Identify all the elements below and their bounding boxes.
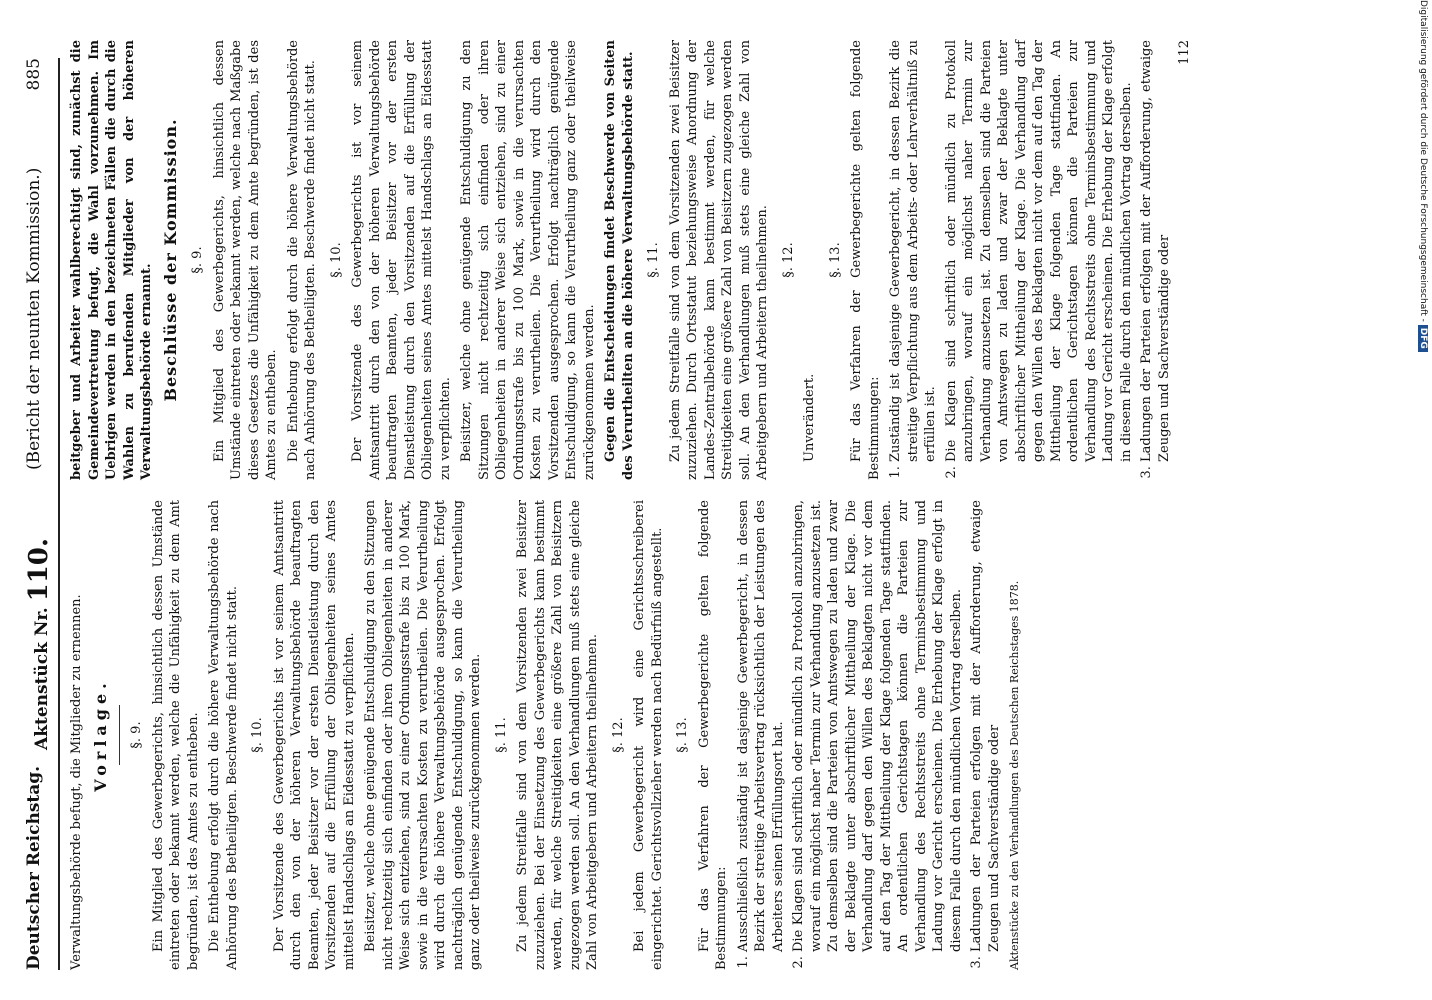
right-s10-para3: Gegen die Entscheidungen findet Beschwerde von Seiten des Verurtheilten an die höhere Verwaltungsbehörde statt. (603, 40, 636, 480)
right-s12-para1: Unverändert. (802, 373, 817, 462)
right-s10-title: §. 10. (328, 242, 344, 278)
dfg-logo: DFG (1418, 325, 1428, 352)
header-document-label: Aktenstück Nr. (32, 607, 52, 750)
right-s13-title: §. 13. (827, 242, 843, 278)
left-s10-title: §. 10. (250, 717, 265, 753)
header-number: 110. (24, 538, 54, 602)
heading-divider (119, 705, 120, 765)
left-s11-title: §. 11. (493, 717, 509, 753)
right-s10-para1: Der Vorsitzende des Gewerbegerichts ist vor seinem Amtsantritt durch den von der höheren Verwaltungsbehörde beauftragten Beamten, jeder Beisitzer vor der ersten Dienstleistung durch den Vorsitzenden auf die Erfüllung der Obliegenheiten seines Amtes mittelst Handschlags an Eidesstatt zu verpflichten. (350, 40, 453, 480)
left-s13-list (735, 500, 1004, 952)
list-item: 3. Ladungen der Parteien erfolgen mit der Aufforderung, etwaige Zeugen und Sachverständige oder (968, 500, 1003, 952)
list-item: 2. Die Klagen sind schriftlich oder mündlich zu Protokoll anzubringen, worauf ein möglichst naher Termin zur Verhandlung anzusetzen ist. Zu demselben sind die Parteien von Amtswegen zu laden und zwar der Beklagte unter abschriftlicher Mittheilung der Klage. Die Verhandlung darf gegen den Willen des Beklagten nicht vor dem auf den Tag der Mittheilung der Klage folgenden Tage stattfinden. An ordentlichen Gerichtstagen können die Parteien zur Verhandlung des Rechtsstreits ohne Terminsbestimmung und Ladung vor Gericht erscheinen. Die Erhebung der Klage erfolgt in diesem Falle durch den mündlichen Vortrag derselben. (943, 40, 1136, 462)
list-item: 2. Die Klagen sind schriftlich oder mündlich zu Protokoll anzubringen, worauf ein möglichst naher Termin zur Verhandlung anzusetzen ist. Zu demselben sind die Parteien von Amtswegen zu laden und zwar der Beklagte unter abschriftlicher Mittheilung der Klage. Die Verhandlung darf gegen den Willen des Beklagten nicht vor dem auf den Tag der Mittheilung der Klage folgenden Tage stattfinden. An ordentlichen Gerichtstagen können die Parteien zur Verhandlung des Rechtsstreits ohne Terminsbestimmung und Ladung vor Gericht erscheinen. Die Erhebung der Klage erfolgt in diesem Falle durch den mündlichen Vortrag derselben. (790, 500, 965, 952)
left-s9-para2: Die Enthebung erfolgt durch die höhere Verwaltungsbehörde nach Anhörung des Betheiligten. Beschwerde findet nicht statt. (207, 500, 240, 970)
left-column-vorlage (68, 500, 1028, 970)
left-intro: Verwaltungsbehörde befugt, die Mitglieder zu ernennen. (69, 594, 84, 970)
list-item: 1. Zuständig ist dasjenige Gewerbegericht, in dessen Bezirk die streitige Verpflichtung aus dem Arbeits- oder Lehrverhältniß zu erfüllen ist. (887, 40, 940, 462)
header-rule (58, 58, 60, 970)
right-intro: beitgeber und Arbeiter wahlberechtigt sind, zunächst die Gemeindevertretung befugt, die Wahl vorzunehmen. Im Uebrigen werden in den bezeichneten Fällen die durch die Wahlen zu berufenden Mitglieder von der höheren Verwaltungsbehörde ernannt. (69, 40, 154, 480)
signature-mark: 112 (1177, 40, 1192, 65)
left-s9-para1: Ein Mitglied des Gewerbegerichts, hinsichtlich dessen Umstände eintreten oder bekannt werden, welche die Unfähigkeit zu dem Amt begründen, ist des Amtes zu entheben. (150, 500, 201, 970)
running-header (18, 58, 54, 970)
right-s13-intro: Für das Verfahren der Gewerbegerichte gelten folgende Bestimmungen: (849, 40, 882, 480)
list-item: 3. Ladungen der Parteien erfolgen mit der Aufforderung, etwaige Zeugen und Sachverständige oder (1138, 40, 1173, 462)
right-s9-para2: Die Enthebung erfolgt durch die höhere Verwaltungsbehörde nach Anhörung des Betheiligten. Beschwerde findet nicht statt. (285, 40, 318, 480)
header-report-title: (Bericht der neunten Kommission.) (24, 167, 44, 470)
left-s12-para1: Bei jedem Gewerbegericht wird eine Gerichtsschreiberei eingerichtet. Gerichtsvollzieher werden nach Bedürfniß angestellt. (632, 500, 665, 970)
header-publication: Deutscher Reichstag. (24, 765, 44, 970)
credit-text: Digitalisierung gefördert durch die Deutsche Forschungsgemeinschaft - (1418, 0, 1428, 325)
left-s13-intro: Für das Verfahren der Gewerbegerichte gelten folgende Bestimmungen: (696, 500, 729, 970)
right-s12-title: §. 12. (780, 242, 796, 278)
left-s11-para1: Zu jedem Streitfalle sind von dem Vorsitzenden zwei Beisitzer zuzuziehen. Bei der Einsetzung des Gewerbegerichts kann bestimmt werden, für welche Streitigkeiten eine größere Zahl von Beisitzern zugezogen werden soll. An den Verhandlungen muß stets eine gleiche Zahl von Arbeitgebern und Arbeitern theilnehmen. (515, 500, 600, 970)
right-s9-title: §. 9. (190, 246, 205, 274)
header-document-number (24, 538, 54, 750)
left-column-heading: Vorlage. (90, 678, 110, 792)
left-s10-para1: Der Vorsitzende des Gewerbegerichts ist vor seinem Amtsantritt durch den von der höheren Verwaltungsbehörde beauftragten Beamten, jeder Beisitzer vor der ersten Dienstleistung durch den Vorsitzenden auf die Erfüllung der Obliegenheiten seines Amtes mittelst Handschlags an Eidesstatt zu verpflichten. (271, 500, 357, 970)
left-footer-note: Aktenstücke zu den Verhandlungen des Deutschen Reichstages 1878. (1008, 580, 1021, 970)
right-s13-list (887, 40, 1173, 462)
digitization-credit-text (1408, 0, 1428, 1000)
digitization-credit (1412, 0, 1432, 1000)
left-s10-para2: Beisitzer, welche ohne genügende Entschuldigung zu den Sitzungen nicht rechtzeitig sich einfinden oder ihren Obliegenheiten in anderer Weise sich entziehen, sind zu einer Ordnungsstrafe bis zu 100 Mark, sowie in die verursachten Kosten zu verurtheilen. Die Verurtheilung wird durch die höhere Verwaltungsbehörde ausgesprochen. Erfolgt nachträglich genügende Entschuldigung, so kann die Verurtheilung ganz oder theilweise zurückgenommen werden. (363, 500, 483, 970)
right-column-heading: Beschlüsse der Kommission. (160, 118, 180, 402)
left-s13-title: §. 13. (675, 717, 690, 753)
left-s9-title: §. 9. (129, 721, 144, 749)
right-column-beschluesse (68, 40, 1198, 480)
right-s10-para2: Beisitzer, welche ohne genügende Entschuldigung zu den Sitzungen nicht rechtzeitig sich einfinden oder ihren Obliegenheiten in anderer Weise sich entziehen, sind zu einer Ordnungsstrafe bis zu 100 Mark, sowie in die verursachten Kosten zu verurtheilen. Die Verurtheilung wird durch den Vorsitzenden ausgesprochen. Erfolgt nachträglich genügende Entschuldigung, so kann die Verurtheilung ganz oder theilweise zurückgenommen werden. (459, 40, 597, 480)
right-s9-para1: Ein Mitglied des Gewerbegerichts, hinsichtlich dessen Umstände eintreten oder bekannt werden, welche nach Maßgabe dieses Gesetzes die Unfähigkeit zu dem Amte begründen, ist des Amtes zu entheben. (211, 40, 279, 480)
right-s11-title: §. 11. (646, 242, 661, 278)
page-number: 885 (24, 58, 44, 91)
list-item: 1. Ausschließlich zuständig ist dasjenige Gewerbegericht, in dessen Bezirk der streitige Arbeitsvertrag rücksichtlich der Leistungen des Arbeiters seinen Erfüllungsort hat. (735, 500, 788, 952)
left-s12-title: §. 12. (610, 717, 626, 753)
right-s11-para1: Zu jedem Streitfalle sind von dem Vorsitzenden zwei Beisitzer zuzuziehen. Durch Ortsstatut beziehungsweise Anordnung der Landes-Zentralbehörde kann bestimmt werden, für welche Streitigkeiten eine größere Zahl von Beisitzern zugezogen werden soll. An den Verhandlungen muß stets eine gleiche Zahl von Arbeitgebern und Arbeitern theilnehmen. (667, 40, 770, 480)
